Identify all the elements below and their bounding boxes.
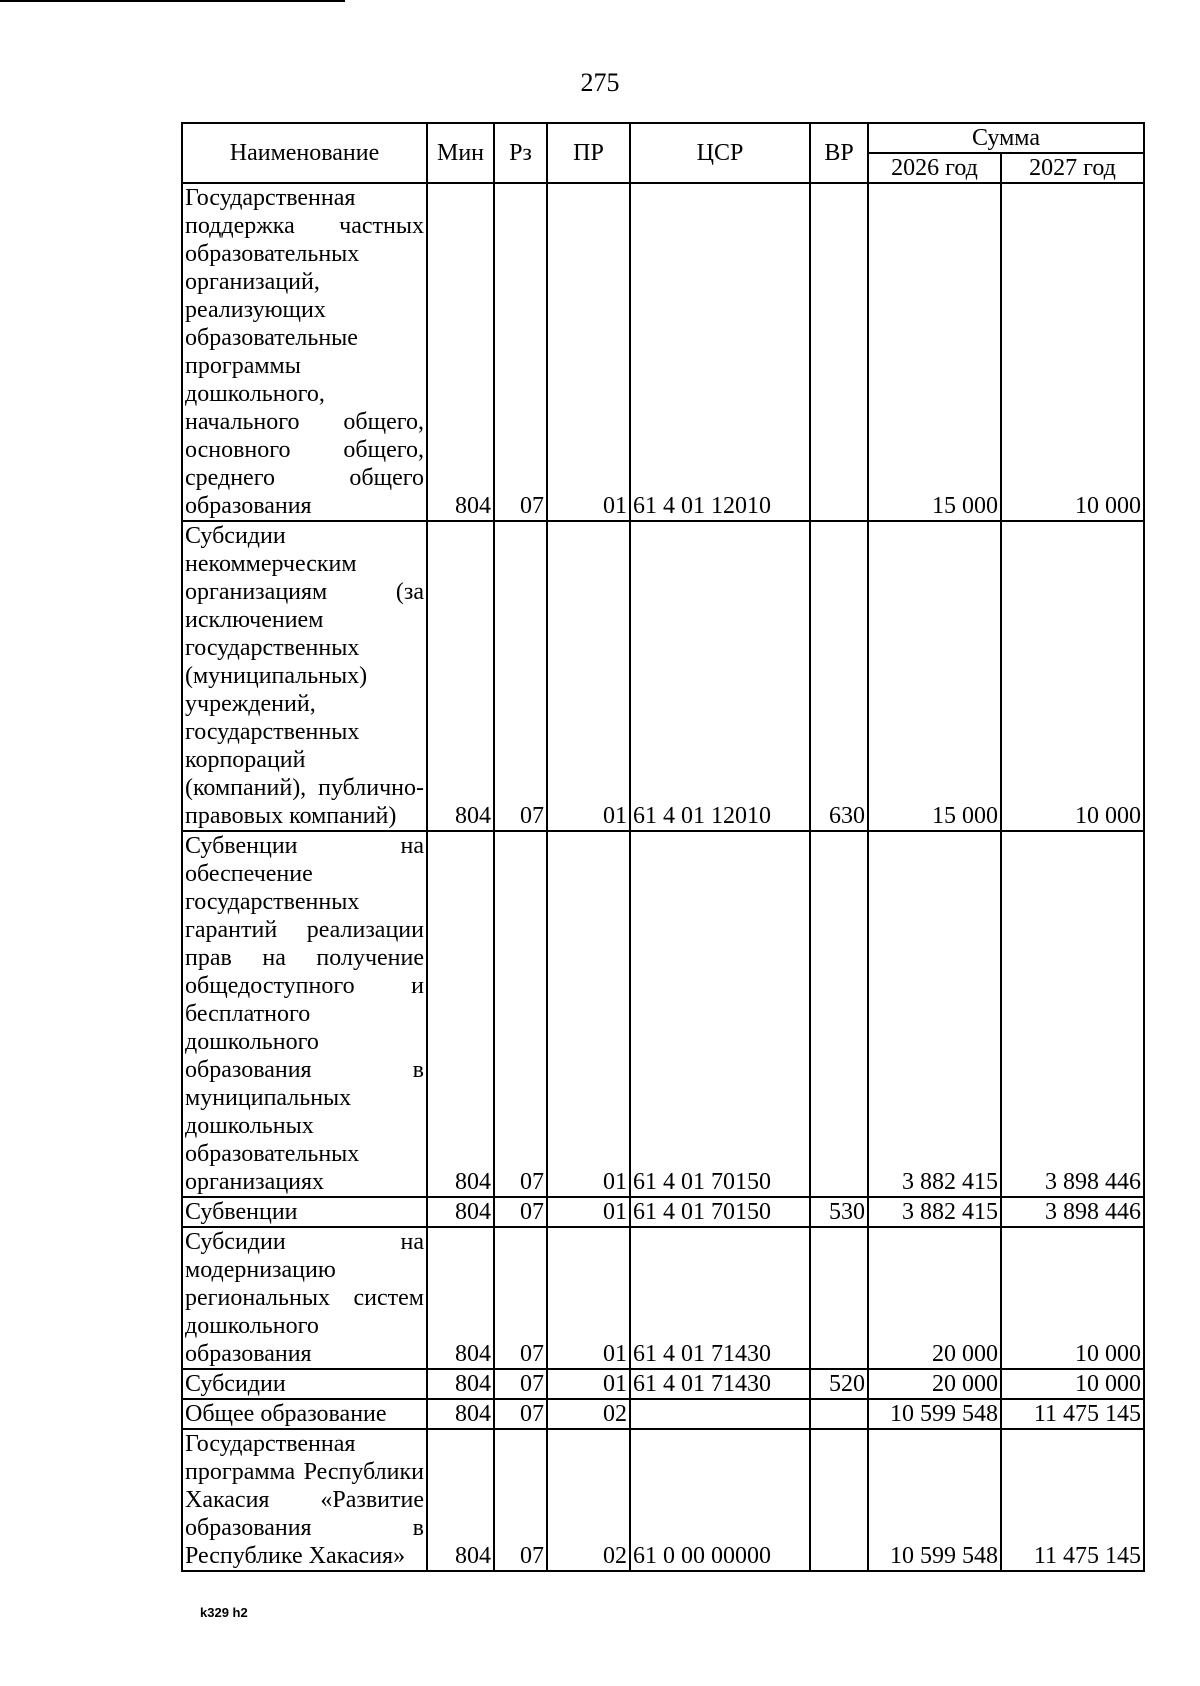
- cell-rz: 07: [494, 1197, 547, 1227]
- cell-vr: 520: [810, 1369, 868, 1399]
- cell-pr: 01: [547, 831, 630, 1197]
- cell-min: 804: [427, 831, 494, 1197]
- cell-pr: 02: [547, 1429, 630, 1571]
- cell-2027: 10 000: [1001, 1227, 1144, 1369]
- cell-2026: 3 882 415: [868, 831, 1001, 1197]
- header-rz: Рз: [494, 123, 547, 183]
- cell-min: 804: [427, 1227, 494, 1369]
- header-pr: ПР: [547, 123, 630, 183]
- cell-min: 804: [427, 1399, 494, 1429]
- cell-min: 804: [427, 1197, 494, 1227]
- cell-vr: [810, 1227, 868, 1369]
- cell-vr: [810, 1399, 868, 1429]
- header-year-2027: 2027 год: [1001, 153, 1144, 183]
- cell-rz: 07: [494, 1429, 547, 1571]
- cell-name: Субвенции на обеспечение государственных гарантий реализации прав на получение общедоступного и бесплатного дошкольного образования в муниципальных дошкольных образовательных организациях: [182, 831, 427, 1197]
- cell-2026: 10 599 548: [868, 1429, 1001, 1571]
- cell-rz: 07: [494, 1399, 547, 1429]
- cell-name: Государственная поддержка частных образовательных организаций, реализующих образовательные программы дошкольного, начального общего, основного общего, среднего общего образования: [182, 183, 427, 521]
- cell-rz: 07: [494, 1227, 547, 1369]
- header-year-2026: 2026 год: [868, 153, 1001, 183]
- cell-name: Субвенции: [182, 1197, 427, 1227]
- cell-csr: 61 4 01 71430: [630, 1227, 810, 1369]
- cell-2027: 10 000: [1001, 1369, 1144, 1399]
- cell-csr: 61 0 00 00000: [630, 1429, 810, 1571]
- header-min: Мин: [427, 123, 494, 183]
- cell-min: 804: [427, 183, 494, 521]
- cell-vr: [810, 831, 868, 1197]
- table-row: [182, 1399, 1144, 1429]
- cell-min: 804: [427, 1369, 494, 1399]
- cell-name: Субсидии некоммерческим организациям (за исключением государственных (муниципальных) учреждений, государственных корпораций (компаний), публично-правовых компаний): [182, 521, 427, 831]
- cell-2026: 3 882 415: [868, 1197, 1001, 1227]
- cell-vr: 630: [810, 521, 868, 831]
- table-row: [182, 1197, 1144, 1227]
- cell-2026: 20 000: [868, 1227, 1001, 1369]
- header-row: [182, 123, 1144, 153]
- cell-pr: 01: [547, 1369, 630, 1399]
- cell-2027: 10 000: [1001, 521, 1144, 831]
- cell-rz: 07: [494, 521, 547, 831]
- cell-csr: 61 4 01 70150: [630, 1197, 810, 1227]
- cell-rz: 07: [494, 831, 547, 1197]
- cell-2027: 11 475 145: [1001, 1429, 1144, 1571]
- cell-csr: 61 4 01 70150: [630, 831, 810, 1197]
- cell-name: Общее образование: [182, 1399, 427, 1429]
- cell-rz: 07: [494, 183, 547, 521]
- cell-csr: 61 4 01 12010: [630, 183, 810, 521]
- table-row: [182, 1369, 1144, 1399]
- cell-name: Субсидии на модернизацию региональных систем дошкольного образования: [182, 1227, 427, 1369]
- cell-2027: 3 898 446: [1001, 1197, 1144, 1227]
- table-row: [182, 521, 1144, 831]
- cell-min: 804: [427, 1429, 494, 1571]
- header-vr: ВР: [810, 123, 868, 183]
- cell-2027: 10 000: [1001, 183, 1144, 521]
- cell-pr: 01: [547, 183, 630, 521]
- table-row: [182, 831, 1144, 1197]
- header-name: Наименование: [182, 123, 427, 183]
- cell-2026: 10 599 548: [868, 1399, 1001, 1429]
- page-number: 275: [580, 68, 620, 97]
- cell-name: Государственная программа Республики Хакасия «Развитие образования в Республике Хакасия»: [182, 1429, 427, 1571]
- cell-2027: 3 898 446: [1001, 831, 1144, 1197]
- cell-name: Субсидии: [182, 1369, 427, 1399]
- table-row: [182, 1429, 1144, 1571]
- cell-pr: 01: [547, 1197, 630, 1227]
- table-body: [182, 183, 1144, 1571]
- cell-rz: 07: [494, 1369, 547, 1399]
- cell-pr: 01: [547, 521, 630, 831]
- footer-code: k329 h2: [200, 1605, 248, 1620]
- cell-2026: 20 000: [868, 1369, 1001, 1399]
- table-row: [182, 1227, 1144, 1369]
- cell-csr: 61 4 01 12010: [630, 521, 810, 831]
- cell-csr: 61 4 01 71430: [630, 1369, 810, 1399]
- cell-vr: 530: [810, 1197, 868, 1227]
- cell-2026: 15 000: [868, 183, 1001, 521]
- cell-vr: [810, 183, 868, 521]
- cell-pr: 01: [547, 1227, 630, 1369]
- header-sum: Сумма: [868, 123, 1144, 153]
- budget-table: [181, 122, 1145, 1572]
- top-rule: [0, 0, 345, 2]
- header-csr: ЦСР: [630, 123, 810, 183]
- cell-vr: [810, 1429, 868, 1571]
- cell-pr: 02: [547, 1399, 630, 1429]
- cell-2026: 15 000: [868, 521, 1001, 831]
- table-row: [182, 183, 1144, 521]
- cell-2027: 11 475 145: [1001, 1399, 1144, 1429]
- cell-min: 804: [427, 521, 494, 831]
- cell-csr: [630, 1399, 810, 1429]
